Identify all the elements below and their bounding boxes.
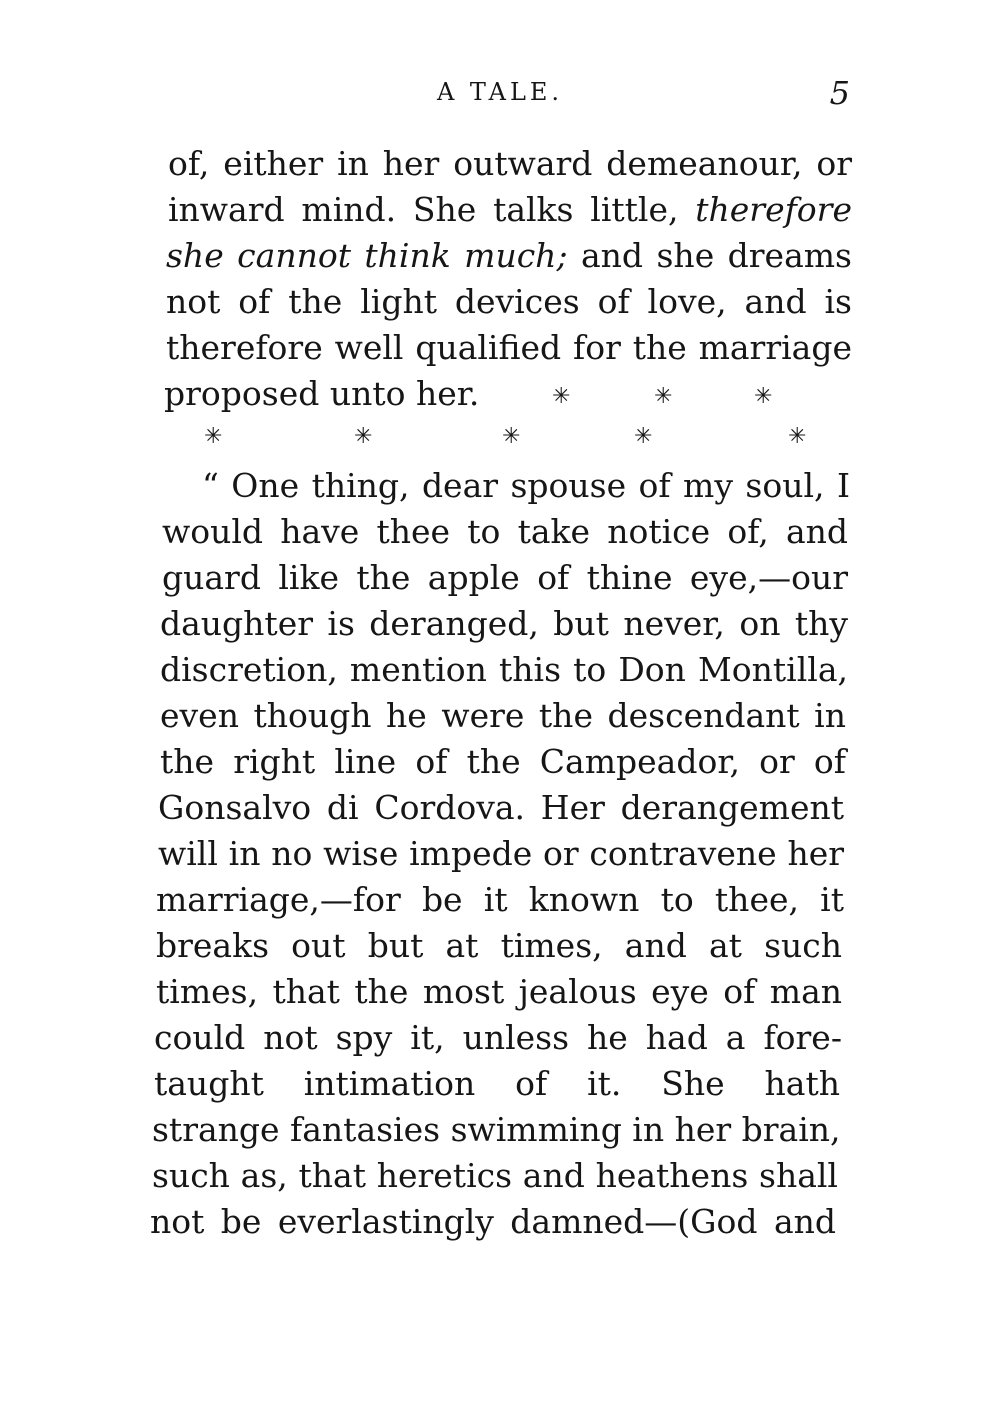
star-icon: ✳ bbox=[634, 424, 653, 449]
text-segment: inward mind. She talks little, bbox=[168, 190, 679, 229]
text-line: times, that the most jealous eye of man bbox=[156, 972, 842, 1011]
text-line: proposed unto her. bbox=[164, 374, 480, 413]
star-icon: ✳ bbox=[204, 424, 223, 449]
text-line: would have thee to take notice of, and bbox=[162, 512, 848, 551]
text-line: marriage,—for be it known to thee, it bbox=[156, 880, 844, 919]
text-line: discretion, mention this to Don Montilla, bbox=[160, 650, 848, 689]
text-line: the right line of the Campeador, or of bbox=[160, 742, 846, 781]
italic-text: she cannot think much; bbox=[166, 236, 568, 275]
text-line bbox=[166, 234, 852, 278]
star-icon: ✳ bbox=[502, 424, 521, 449]
text-line: taught intimation of it. She hath bbox=[154, 1064, 840, 1103]
text-line: therefore well qualified for the marriage bbox=[166, 328, 852, 367]
asterism-row bbox=[198, 422, 818, 452]
text-line: strange fantasies swimming in her brain, bbox=[152, 1110, 841, 1149]
text-line: “ One thing, dear spouse of my soul, I bbox=[202, 466, 850, 505]
text-line: will in no wise impede or contravene her bbox=[158, 834, 844, 873]
text-segment: and she dreams bbox=[567, 236, 852, 275]
asterism-inline bbox=[540, 382, 780, 412]
running-head bbox=[150, 74, 850, 110]
text-line: such as, that heretics and heathens shall bbox=[152, 1156, 838, 1195]
text-line: guard like the apple of thine eye,—our bbox=[162, 558, 848, 597]
italic-text: therefore bbox=[695, 190, 852, 229]
text-line: Gonsalvo di Cordova. Her derangement bbox=[158, 788, 844, 827]
text-line: not be everlastingly damned—(God and bbox=[150, 1202, 836, 1241]
star-icon: ✳ bbox=[654, 384, 673, 409]
star-icon: ✳ bbox=[754, 384, 773, 409]
text-line: breaks out but at times, and at such bbox=[156, 926, 842, 965]
running-title: A TALE. bbox=[436, 78, 564, 106]
text-line: could not spy it, unless he had a fore- bbox=[154, 1018, 842, 1057]
text-line: even though he were the descendant in bbox=[160, 696, 846, 735]
text-line bbox=[168, 188, 852, 232]
text-line: daughter is deranged, but never, on thy bbox=[160, 604, 848, 643]
text-line: not of the light devices of love, and is bbox=[166, 282, 852, 321]
text-line: of, either in her outward demeanour, or bbox=[168, 144, 852, 183]
page-number: 5 bbox=[829, 74, 850, 112]
star-icon: ✳ bbox=[552, 384, 571, 409]
star-icon: ✳ bbox=[788, 424, 807, 449]
star-icon: ✳ bbox=[354, 424, 373, 449]
